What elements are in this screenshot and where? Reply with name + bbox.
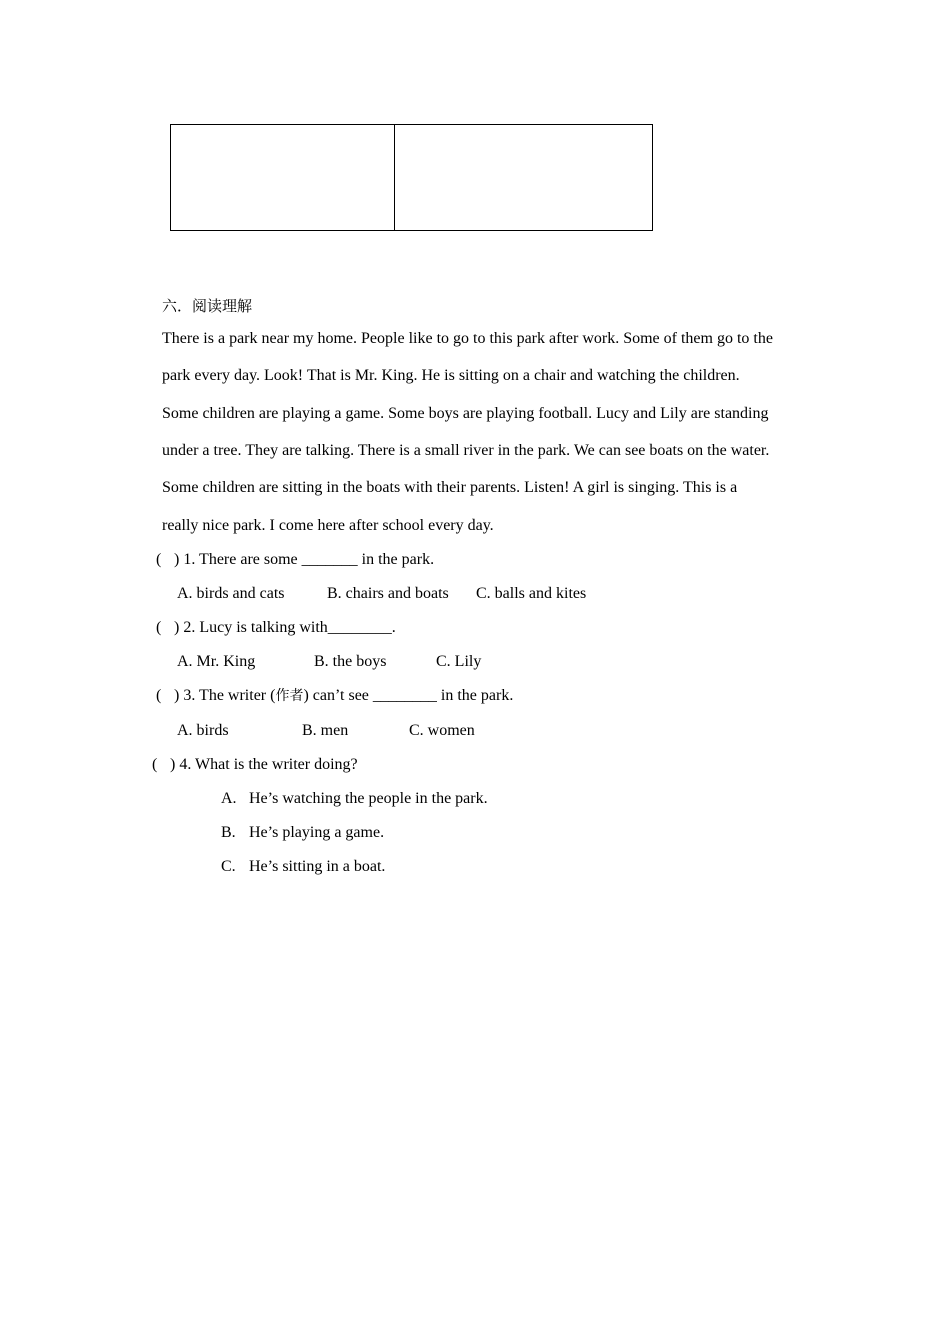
question-1 <box>156 549 434 571</box>
option-b: B. men <box>302 722 349 739</box>
option-letter: C. <box>221 858 236 875</box>
answer-paren-close: ) <box>174 551 180 568</box>
option-a <box>221 788 488 810</box>
question-text: 2. Lucy is talking with________. <box>183 619 396 636</box>
option-c: C. balls and kites <box>476 585 587 602</box>
question-text: 3. The writer (作者) can’t see ________ in the park. <box>183 687 514 704</box>
answer-paren-open: ( <box>156 687 162 704</box>
question-2 <box>156 617 396 639</box>
question-text: 1. There are some _______ in the park. <box>183 551 435 568</box>
answer-cell-left <box>171 125 395 230</box>
option-a: A. birds <box>177 722 229 739</box>
answer-cell-right <box>395 125 652 230</box>
question-3 <box>156 685 513 707</box>
option-text: He’s playing a game. <box>249 824 385 841</box>
answer-paren-open: ( <box>156 551 162 568</box>
answer-paren-close: ) <box>174 619 180 636</box>
question-4 <box>152 754 358 776</box>
answer-table <box>170 124 653 231</box>
passage-line: under a tree. They are talking. There is a small river in the park. We can see boats on the water. <box>162 442 770 459</box>
option-b <box>221 822 384 844</box>
answer-paren-close: ) <box>174 687 180 704</box>
option-a: A. birds and cats <box>177 585 285 602</box>
option-text: He’s watching the people in the park. <box>249 790 488 807</box>
option-b: B. the boys <box>314 653 387 670</box>
question-text: 4. What is the writer doing? <box>179 756 358 773</box>
passage-line: really nice park. I come here after school every day. <box>162 517 494 534</box>
option-letter: B. <box>221 824 236 841</box>
answer-paren-open: ( <box>152 756 158 773</box>
passage-line: park every day. Look! That is Mr. King. He is sitting on a chair and watching the children. <box>162 367 740 384</box>
option-a: A. Mr. King <box>177 653 256 670</box>
option-c: C. Lily <box>436 653 482 670</box>
passage-line: There is a park near my home. People like to go to this park after work. Some of them go to the <box>162 330 773 347</box>
passage-line: Some children are playing a game. Some boys are playing football. Lucy and Lily are standing <box>162 405 769 422</box>
option-text: He’s sitting in a boat. <box>249 858 386 875</box>
section-title: 六．阅读理解 <box>162 297 253 315</box>
option-c: C. women <box>409 722 475 739</box>
option-c <box>221 856 385 878</box>
option-b: B. chairs and boats <box>327 585 449 602</box>
option-letter: A. <box>221 790 237 807</box>
answer-paren-open: ( <box>156 619 162 636</box>
answer-paren-close: ) <box>170 756 176 773</box>
passage-line: Some children are sitting in the boats with their parents. Listen! A girl is singing. This is a <box>162 479 738 496</box>
